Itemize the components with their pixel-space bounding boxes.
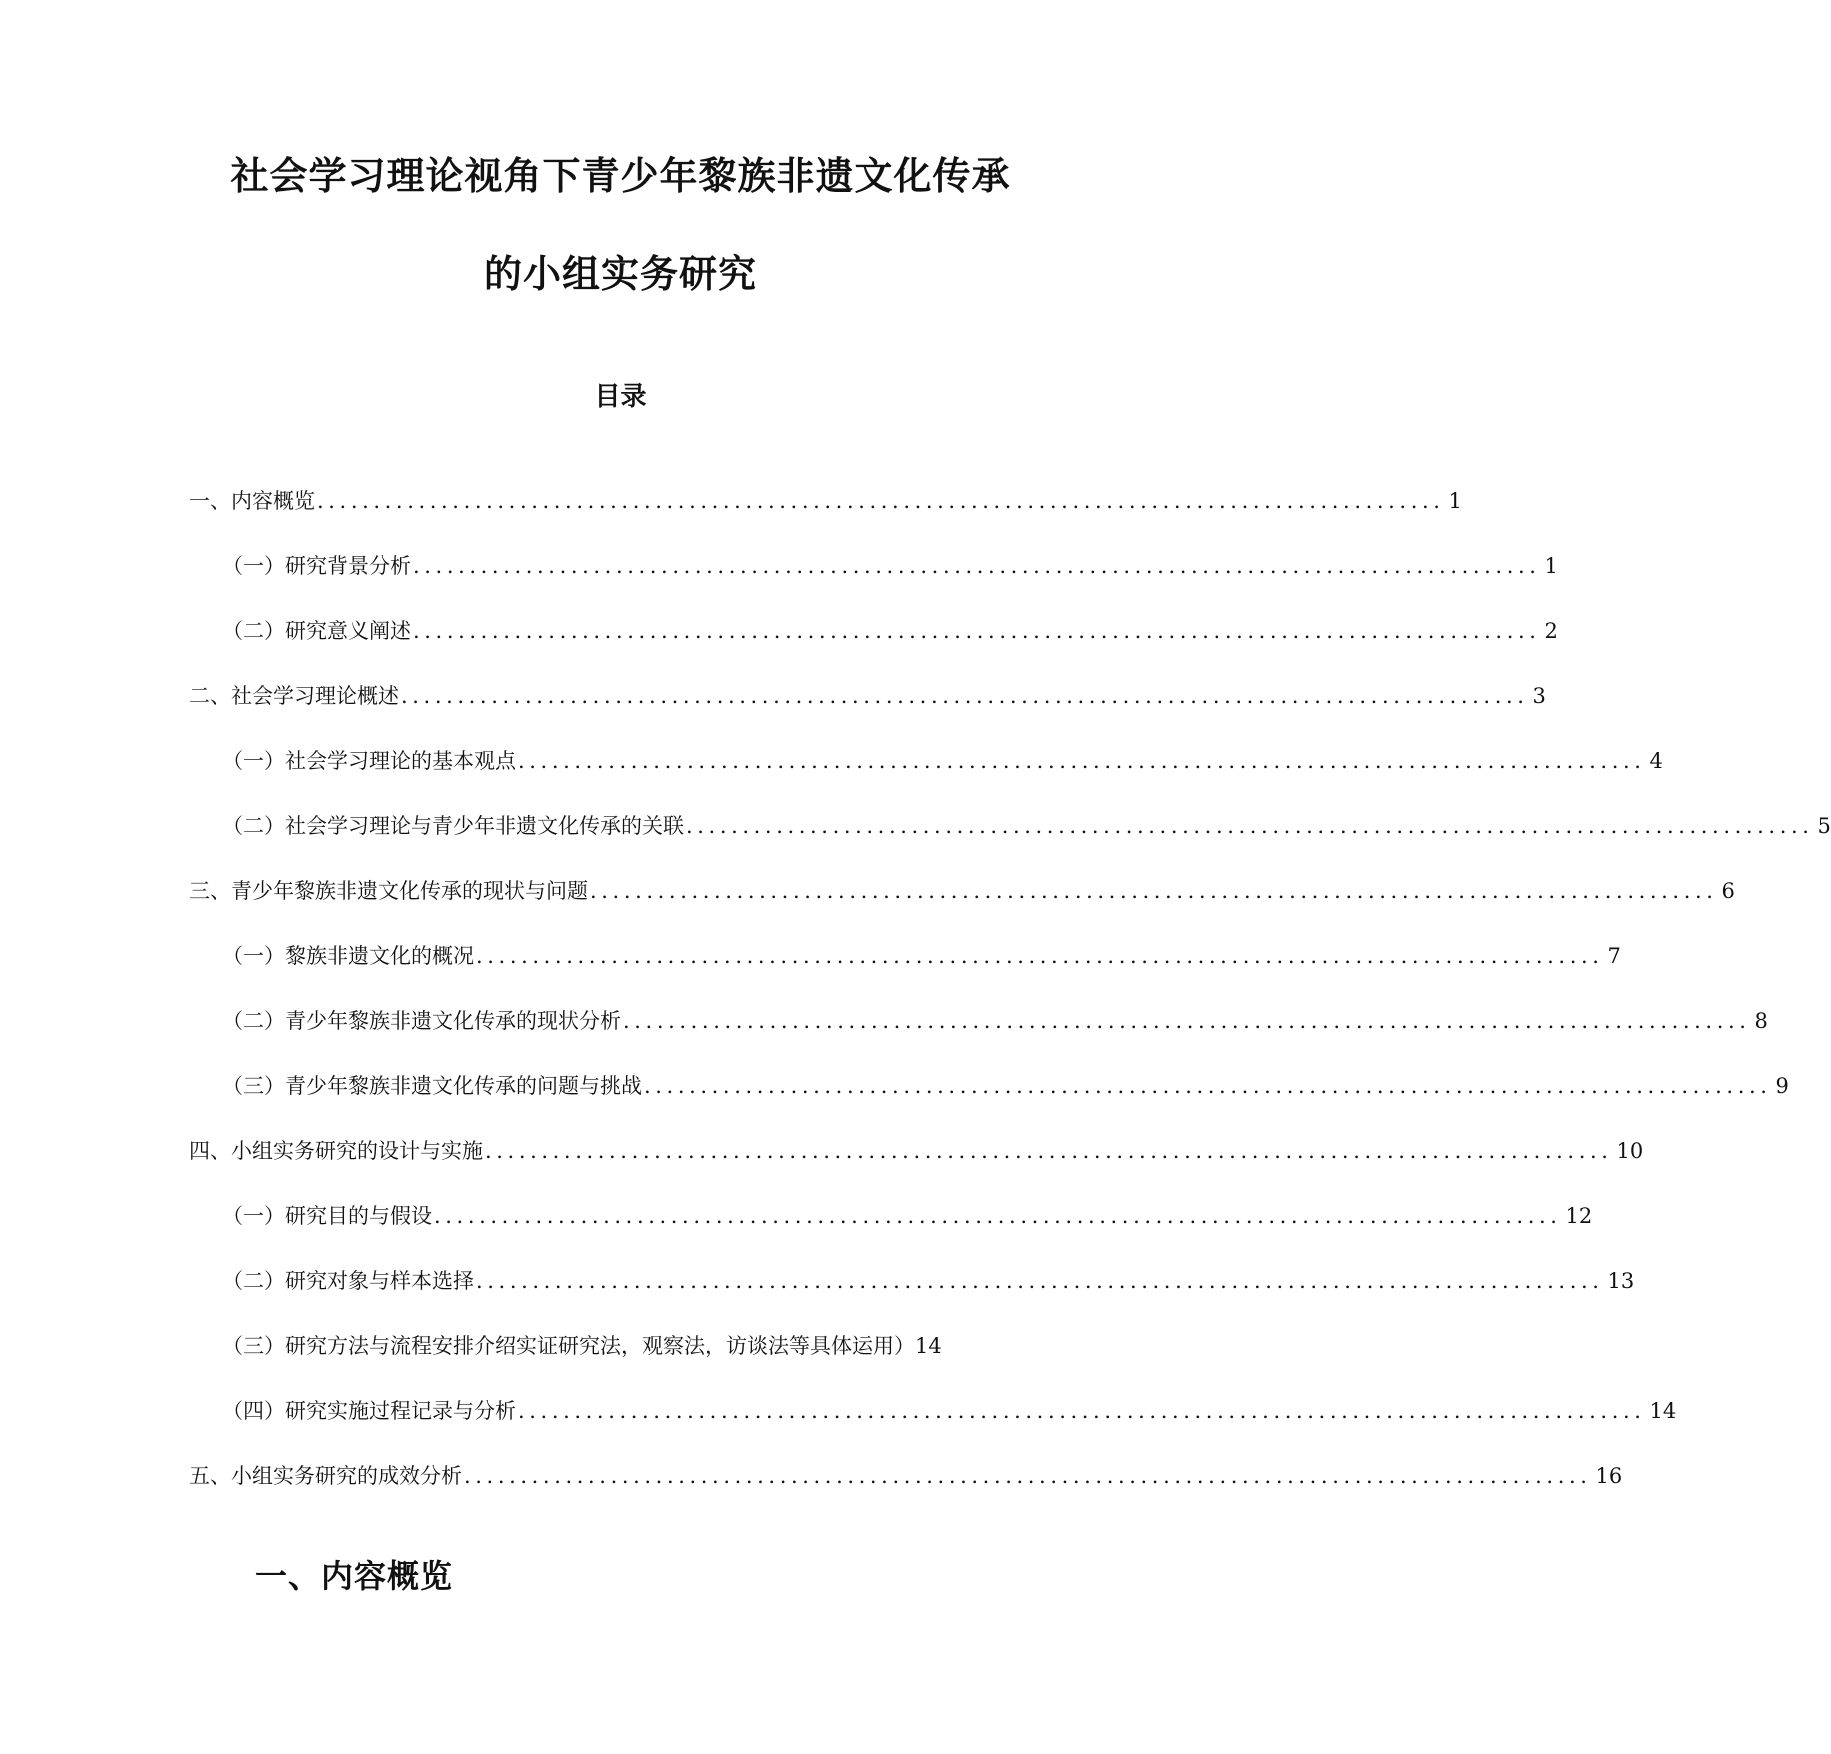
toc-leader-dots: .................................................................................................... bbox=[464, 1464, 1592, 1488]
toc-entry-text: （二）研究对象与样本选择 bbox=[222, 1269, 474, 1293]
toc-leader-dots: .................................................................................................... bbox=[518, 749, 1646, 773]
toc-leader-dots: .................................................................................................... bbox=[476, 1269, 1604, 1293]
toc-entry[interactable] bbox=[189, 1459, 1623, 1493]
toc-entry[interactable] bbox=[222, 1394, 1677, 1428]
toc-entry[interactable] bbox=[222, 1329, 942, 1363]
toc-entry-text: （二）社会学习理论与青少年非遗文化传承的关联 bbox=[222, 814, 684, 838]
toc-page-number: 14 bbox=[915, 1334, 942, 1358]
toc-entry-text: （一）黎族非遗文化的概况 bbox=[222, 944, 474, 968]
toc-leader-dots: .................................................................................................... bbox=[623, 1009, 1751, 1033]
toc-leader-dots: .................................................................................................... bbox=[476, 944, 1604, 968]
toc-entry[interactable] bbox=[222, 1264, 1635, 1298]
document-title-line-1: 社会学习理论视角下青少年黎族非遗文化传承 bbox=[230, 154, 1011, 198]
toc-entry[interactable] bbox=[189, 679, 1546, 713]
toc-heading: 目录 bbox=[594, 382, 647, 412]
toc-page-number: 10 bbox=[1616, 1139, 1644, 1163]
toc-page-number: 3 bbox=[1532, 684, 1546, 708]
toc-leader-dots: .................................................................................................... bbox=[413, 554, 1541, 578]
toc-page-number: 12 bbox=[1565, 1204, 1593, 1228]
toc-entry-text: （一）社会学习理论的基本观点 bbox=[222, 749, 516, 773]
toc-entry[interactable] bbox=[222, 614, 1558, 648]
toc-page-number: 1 bbox=[1544, 554, 1558, 578]
toc-page-number: 2 bbox=[1544, 619, 1558, 643]
toc-entry[interactable] bbox=[222, 939, 1621, 973]
toc-page-number: 16 bbox=[1595, 1464, 1623, 1488]
toc-leader-dots: .................................................................................................... bbox=[518, 1399, 1646, 1423]
toc-entry-text: （一）研究背景分析 bbox=[222, 554, 411, 578]
toc-leader-dots: .................................................................................................... bbox=[413, 619, 1541, 643]
toc-leader-dots: .................................................................................................... bbox=[317, 489, 1445, 513]
toc-entry-text: 二、社会学习理论概述 bbox=[189, 684, 399, 708]
toc-entry[interactable] bbox=[189, 874, 1735, 908]
toc-leader-dots: .................................................................................................... bbox=[686, 814, 1814, 838]
toc-page-number: 7 bbox=[1607, 944, 1621, 968]
document-title-line-2: 的小组实务研究 bbox=[483, 252, 757, 296]
toc-entry-text: 三、青少年黎族非遗文化传承的现状与问题 bbox=[189, 879, 588, 903]
toc-page-number: 8 bbox=[1754, 1009, 1768, 1033]
toc-page-number: 14 bbox=[1649, 1399, 1677, 1423]
toc-page-number: 5 bbox=[1817, 814, 1831, 838]
toc-page-number: 13 bbox=[1607, 1269, 1635, 1293]
toc-entry[interactable] bbox=[189, 484, 1462, 518]
toc-entry-text: 一、内容概览 bbox=[189, 489, 315, 513]
toc-entry[interactable] bbox=[222, 549, 1558, 583]
toc-entry[interactable] bbox=[222, 1199, 1593, 1233]
toc-entry[interactable] bbox=[222, 809, 1831, 843]
toc-leader-dots: .................................................................................................... bbox=[401, 684, 1529, 708]
toc-leader-dots: .................................................................................................... bbox=[590, 879, 1718, 903]
toc-entry[interactable] bbox=[222, 744, 1663, 778]
toc-entry-text: 五、小组实务研究的成效分析 bbox=[189, 1464, 462, 1488]
toc-entry-text: 四、小组实务研究的设计与实施 bbox=[189, 1139, 483, 1163]
section-heading: 一、内容概览 bbox=[255, 1557, 454, 1595]
toc-page-number: 4 bbox=[1649, 749, 1663, 773]
toc-page-number: 1 bbox=[1448, 489, 1462, 513]
toc-entry-text: （二）青少年黎族非遗文化传承的现状分析 bbox=[222, 1009, 621, 1033]
toc-entry-text: （四）研究实施过程记录与分析 bbox=[222, 1399, 516, 1423]
toc-leader-dots: .................................................................................................... bbox=[644, 1074, 1772, 1098]
toc-entry-text: （二）研究意义阐述 bbox=[222, 619, 411, 643]
toc-leader-dots: .................................................................................................... bbox=[485, 1139, 1613, 1163]
toc-entry[interactable] bbox=[222, 1004, 1768, 1038]
toc-entry[interactable] bbox=[222, 1069, 1789, 1103]
toc-leader-dots: .................................................................................................... bbox=[434, 1204, 1562, 1228]
toc-page-number: 6 bbox=[1721, 879, 1735, 903]
toc-entry[interactable] bbox=[189, 1134, 1644, 1168]
toc-page-number: 9 bbox=[1775, 1074, 1789, 1098]
toc-entry-text: （三）青少年黎族非遗文化传承的问题与挑战 bbox=[222, 1074, 642, 1098]
toc-entry-text: （三）研究方法与流程安排介绍实证研究法，观察法，访谈法等具体运用） bbox=[222, 1334, 915, 1358]
toc-entry-text: （一）研究目的与假设 bbox=[222, 1204, 432, 1228]
